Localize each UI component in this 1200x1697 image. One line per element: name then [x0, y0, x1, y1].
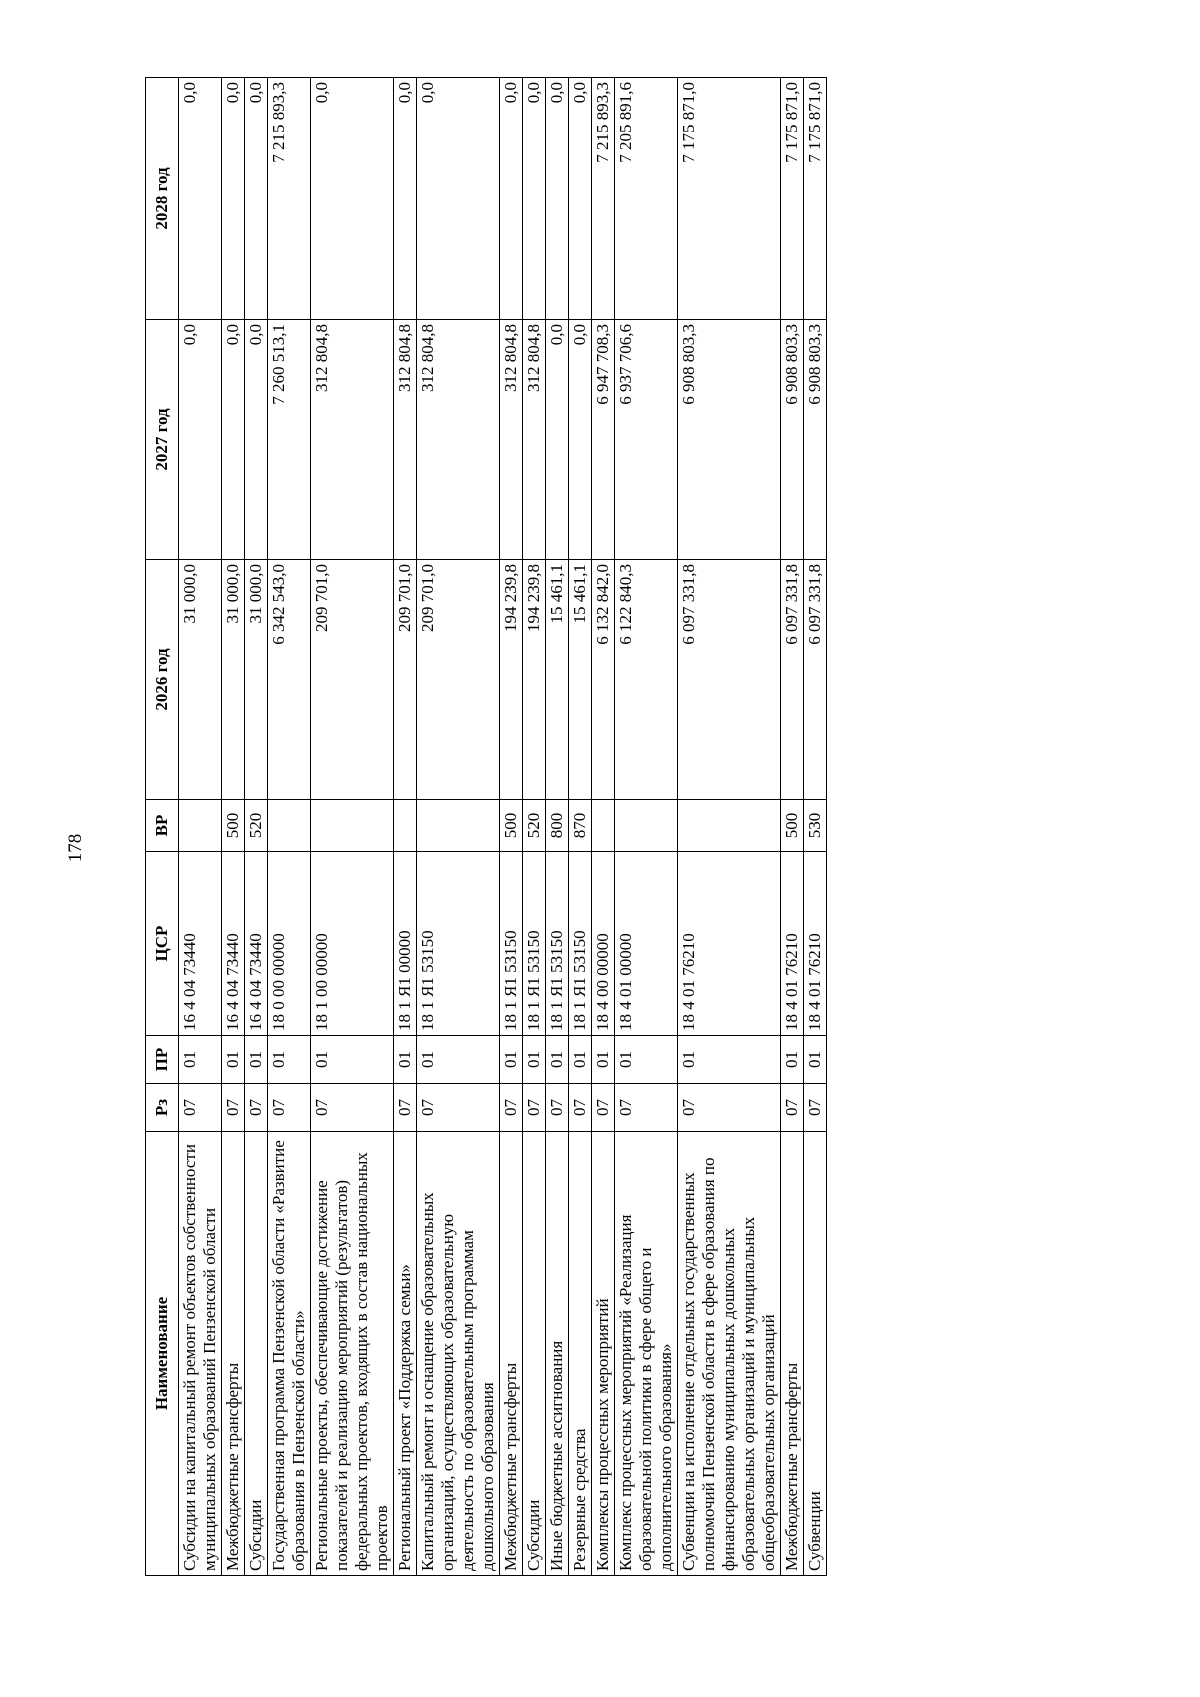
cell-name: Межбюджетные трансферты	[222, 1132, 245, 1576]
cell-2026: 209 701,0	[417, 560, 500, 800]
cell-name: Региональный проект «Поддержка семьи»	[394, 1132, 417, 1576]
cell-vr: 870	[569, 800, 592, 852]
cell-pr: 01	[268, 1036, 311, 1084]
table-row	[546, 78, 569, 1576]
cell-2026: 194 239,8	[523, 560, 546, 800]
cell-2027: 6 908 803,3	[781, 320, 804, 560]
cell-csr: 18 4 01 76210	[781, 852, 804, 1036]
cell-2028: 0,0	[523, 78, 546, 320]
table-row	[523, 78, 546, 1576]
cell-2027: 312 804,8	[417, 320, 500, 560]
cell-csr: 16 4 04 73440	[245, 852, 268, 1036]
cell-pr: 01	[804, 1036, 827, 1084]
cell-csr: 18 4 01 76210	[804, 852, 827, 1036]
cell-pr: 01	[245, 1036, 268, 1084]
cell-2026: 15 461,1	[546, 560, 569, 800]
cell-2027: 6 908 803,3	[678, 320, 781, 560]
cell-name: Комплекс процессных мероприятий «Реализация образовательной политики в сфере общего и дополнительного образования»	[615, 1132, 678, 1576]
header-2027: 2027 год	[146, 320, 179, 560]
table-header-row	[146, 78, 179, 1576]
cell-vr	[179, 800, 222, 852]
header-2028: 2028 год	[146, 78, 179, 320]
cell-rz: 07	[569, 1084, 592, 1132]
cell-rz: 07	[222, 1084, 245, 1132]
cell-2027: 312 804,8	[311, 320, 394, 560]
cell-pr: 01	[523, 1036, 546, 1084]
cell-rz: 07	[546, 1084, 569, 1132]
cell-pr: 01	[179, 1036, 222, 1084]
cell-rz: 07	[592, 1084, 615, 1132]
cell-pr: 01	[546, 1036, 569, 1084]
cell-2027: 0,0	[179, 320, 222, 560]
rotated-table-container	[145, 78, 1065, 1576]
table-row	[245, 78, 268, 1576]
cell-pr: 01	[500, 1036, 523, 1084]
cell-vr	[394, 800, 417, 852]
cell-csr: 18 1 Я1 53150	[546, 852, 569, 1036]
cell-vr: 800	[546, 800, 569, 852]
cell-vr	[615, 800, 678, 852]
cell-2028: 7 215 893,3	[592, 78, 615, 320]
cell-rz: 07	[245, 1084, 268, 1132]
table-row	[268, 78, 311, 1576]
cell-2028: 7 175 871,0	[804, 78, 827, 320]
cell-2028: 0,0	[500, 78, 523, 320]
cell-2028: 7 175 871,0	[781, 78, 804, 320]
cell-2026: 6 097 331,8	[781, 560, 804, 800]
table-row	[781, 78, 804, 1576]
cell-csr: 18 1 Я1 53150	[500, 852, 523, 1036]
cell-name: Субсидии	[523, 1132, 546, 1576]
cell-2026: 6 342 543,0	[268, 560, 311, 800]
cell-2028: 0,0	[222, 78, 245, 320]
cell-2028: 0,0	[569, 78, 592, 320]
cell-rz: 07	[417, 1084, 500, 1132]
cell-rz: 07	[311, 1084, 394, 1132]
cell-name: Субвенции	[804, 1132, 827, 1576]
cell-2027: 312 804,8	[523, 320, 546, 560]
cell-2026: 6 132 842,0	[592, 560, 615, 800]
header-name: Наименование	[146, 1132, 179, 1576]
cell-2027: 6 947 708,3	[592, 320, 615, 560]
cell-rz: 07	[678, 1084, 781, 1132]
cell-csr: 18 1 Я1 00000	[394, 852, 417, 1036]
cell-pr: 01	[222, 1036, 245, 1084]
cell-2028: 0,0	[394, 78, 417, 320]
cell-vr: 500	[781, 800, 804, 852]
cell-2027: 7 260 513,1	[268, 320, 311, 560]
cell-csr: 18 4 01 00000	[615, 852, 678, 1036]
cell-2026: 6 097 331,8	[804, 560, 827, 800]
cell-pr: 01	[417, 1036, 500, 1084]
cell-rz: 07	[781, 1084, 804, 1132]
cell-csr: 16 4 04 73440	[179, 852, 222, 1036]
header-csr: ЦСР	[146, 852, 179, 1036]
cell-2027: 6 908 803,3	[804, 320, 827, 560]
cell-name: Резервные средства	[569, 1132, 592, 1576]
cell-vr: 530	[804, 800, 827, 852]
cell-2028: 0,0	[417, 78, 500, 320]
cell-rz: 07	[394, 1084, 417, 1132]
cell-2026: 6 097 331,8	[678, 560, 781, 800]
cell-2028: 0,0	[245, 78, 268, 320]
cell-2026: 15 461,1	[569, 560, 592, 800]
cell-2028: 7 205 891,6	[615, 78, 678, 320]
cell-name: Капитальный ремонт и оснащение образовательных организаций, осуществляющих образовательную деятельность по образовательным программам дошкольного образования	[417, 1132, 500, 1576]
budget-table	[145, 77, 827, 1576]
cell-vr: 500	[222, 800, 245, 852]
cell-vr: 520	[523, 800, 546, 852]
cell-pr: 01	[678, 1036, 781, 1084]
table-body	[179, 78, 827, 1576]
cell-name: Субсидии на капитальный ремонт объектов собственности муниципальных образований Пензенской области	[179, 1132, 222, 1576]
table-row	[569, 78, 592, 1576]
cell-csr: 18 1 Я1 53150	[569, 852, 592, 1036]
cell-2027: 0,0	[546, 320, 569, 560]
cell-name: Комплексы процессных мероприятий	[592, 1132, 615, 1576]
cell-name: Межбюджетные трансферты	[500, 1132, 523, 1576]
page-number: 178	[65, 833, 86, 863]
cell-2027: 0,0	[222, 320, 245, 560]
cell-pr: 01	[592, 1036, 615, 1084]
table-row	[311, 78, 394, 1576]
cell-rz: 07	[804, 1084, 827, 1132]
cell-csr: 18 4 00 00000	[592, 852, 615, 1036]
header-pr: ПР	[146, 1036, 179, 1084]
table-row	[222, 78, 245, 1576]
cell-rz: 07	[179, 1084, 222, 1132]
header-2026: 2026 год	[146, 560, 179, 800]
cell-pr: 01	[394, 1036, 417, 1084]
table-row	[394, 78, 417, 1576]
cell-2028: 7 215 893,3	[268, 78, 311, 320]
cell-2027: 6 937 706,6	[615, 320, 678, 560]
table-row	[179, 78, 222, 1576]
cell-rz: 07	[523, 1084, 546, 1132]
cell-vr: 520	[245, 800, 268, 852]
cell-2027: 0,0	[569, 320, 592, 560]
cell-2026: 209 701,0	[311, 560, 394, 800]
cell-2026: 194 239,8	[500, 560, 523, 800]
cell-pr: 01	[615, 1036, 678, 1084]
cell-csr: 18 1 Я1 53150	[417, 852, 500, 1036]
cell-rz: 07	[615, 1084, 678, 1132]
table-row	[678, 78, 781, 1576]
table-row	[804, 78, 827, 1576]
cell-rz: 07	[500, 1084, 523, 1132]
header-vr: ВР	[146, 800, 179, 852]
table-row	[615, 78, 678, 1576]
cell-pr: 01	[781, 1036, 804, 1084]
cell-2028: 0,0	[179, 78, 222, 320]
cell-rz: 07	[268, 1084, 311, 1132]
cell-name: Региональные проекты, обеспечивающие достижение показателей и реализацию мероприятий (результатов) федеральных проектов, входящих в состав национальных проектов	[311, 1132, 394, 1576]
header-rz: Рз	[146, 1084, 179, 1132]
cell-2027: 312 804,8	[394, 320, 417, 560]
cell-2028: 0,0	[311, 78, 394, 320]
cell-pr: 01	[311, 1036, 394, 1084]
cell-2026: 31 000,0	[179, 560, 222, 800]
table-row	[417, 78, 500, 1576]
cell-pr: 01	[569, 1036, 592, 1084]
cell-name: Субсидии	[245, 1132, 268, 1576]
cell-csr: 16 4 04 73440	[222, 852, 245, 1036]
cell-2026: 31 000,0	[222, 560, 245, 800]
cell-2027: 0,0	[245, 320, 268, 560]
cell-2026: 209 701,0	[394, 560, 417, 800]
cell-vr	[417, 800, 500, 852]
cell-name: Субвенции на исполнение отдельных государственных полномочий Пензенской области в сфере образования по финансированию муниципальных дошкольных образовательных организаций и муниципальных общеобразовательных организаций	[678, 1132, 781, 1576]
cell-vr	[678, 800, 781, 852]
cell-vr	[311, 800, 394, 852]
cell-name: Государственная программа Пензенской области «Развитие образования в Пензенской области»	[268, 1132, 311, 1576]
cell-name: Иные бюджетные ассигнования	[546, 1132, 569, 1576]
cell-vr	[592, 800, 615, 852]
cell-csr: 18 4 01 76210	[678, 852, 781, 1036]
cell-vr	[268, 800, 311, 852]
cell-csr: 18 1 00 00000	[311, 852, 394, 1036]
cell-csr: 18 0 00 00000	[268, 852, 311, 1036]
cell-2026: 31 000,0	[245, 560, 268, 800]
cell-2027: 312 804,8	[500, 320, 523, 560]
cell-vr: 500	[500, 800, 523, 852]
cell-csr: 18 1 Я1 53150	[523, 852, 546, 1036]
cell-2028: 0,0	[546, 78, 569, 320]
table-row	[592, 78, 615, 1576]
cell-2026: 6 122 840,3	[615, 560, 678, 800]
cell-2028: 7 175 871,0	[678, 78, 781, 320]
table-row	[500, 78, 523, 1576]
cell-name: Межбюджетные трансферты	[781, 1132, 804, 1576]
